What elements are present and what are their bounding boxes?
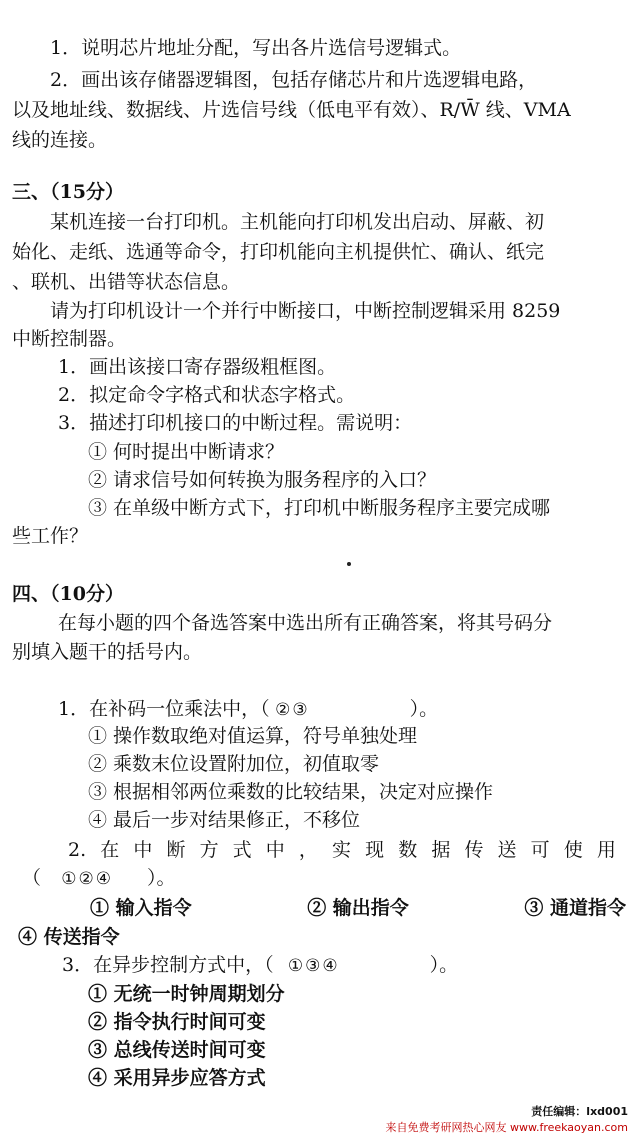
- section-4-q1-option1: ① 操作数取绝对值运算，符号单独处理: [88, 725, 418, 747]
- section-3-q3: 3．描述打印机接口的中断过程。需说明：: [58, 412, 413, 434]
- stem-char: 断: [166, 839, 186, 861]
- section-4-q2-options: [90, 896, 626, 920]
- section-4-q2-close: ）。: [147, 867, 176, 889]
- stem-char: 数: [398, 839, 418, 861]
- stem-char: 传: [464, 839, 484, 861]
- section-4-q3-option2: ② 指令执行时间可变: [88, 1011, 266, 1033]
- section-4-q3-option4: ④ 采用异步应答方式: [88, 1067, 266, 1089]
- footer-source: 来自免费考研网热心网友 www.freekaoyan.com: [385, 1121, 628, 1134]
- section-3-intro-line1: 某机连接一台打印机。主机能向打印机发出启动、屏蔽、初: [50, 211, 545, 233]
- section-4-q1-answer: ②③: [275, 700, 310, 720]
- stem-char: 实: [332, 839, 352, 861]
- section-4-q2-open: （: [22, 867, 42, 889]
- stem-char: 现: [365, 839, 385, 861]
- q-2-2-line2: 以及地址线、数据线、片选信号线（低电平有效）、R/W̄ 线、VMA: [12, 99, 571, 121]
- section-3-sub3-line2: 些工作？: [12, 525, 89, 547]
- section-3-q2: 2．拟定命令字格式和状态字格式。: [58, 384, 356, 406]
- section-3-task-line1: 请为打印机设计一个并行中断接口，中断控制逻辑采用 8259: [50, 300, 561, 322]
- section-4-q2-option2: ② 输出指令: [307, 897, 409, 919]
- q-2-2-line3: 线的连接。: [12, 129, 108, 151]
- stem-char: 据: [431, 839, 451, 861]
- section-4-intro-line2: 别填入题干的括号内。: [12, 641, 203, 663]
- stem-char: 中: [133, 839, 153, 861]
- section-3-sub1: ① 何时提出中断请求？: [88, 441, 285, 463]
- section-4-q1-stem: [58, 697, 438, 722]
- section-4-q2-blank: [22, 866, 176, 891]
- section-4-q2-stem: [68, 838, 616, 862]
- section-3-intro-line2: 始化、走纸、选通等命令，打印机能向主机提供忙、确认、纸完: [12, 241, 545, 263]
- section-4-q3-option3: ③ 总线传送时间可变: [88, 1039, 266, 1061]
- section-4-intro-line1: 在每小题的四个备选答案中选出所有正确答案，将其号码分: [58, 612, 553, 634]
- scan-speck: [347, 562, 351, 566]
- q-2-2-line1: 2．画出该存储器逻辑图，包括存储芯片和片选逻辑电路，: [50, 69, 538, 91]
- section-4-heading: 四、（10分）: [12, 583, 124, 605]
- section-3-q1: 1．画出该接口寄存器级粗框图。: [58, 356, 337, 378]
- stem-char: 方: [199, 839, 219, 861]
- section-4-q3-option1: ① 无统一时钟周期划分: [88, 983, 285, 1005]
- section-4-q3-stem: [62, 953, 458, 978]
- stem-char: 2.: [68, 839, 87, 861]
- stem-char: 送: [497, 839, 517, 861]
- section-3-intro-line3: 、联机、出错等状态信息。: [12, 271, 241, 293]
- section-4-q1-option3: ③ 根据相邻两位乘数的比较结果，决定对应操作: [88, 781, 494, 803]
- section-4-q3-suffix: ）。: [429, 954, 459, 976]
- stem-char: 用: [596, 839, 616, 861]
- footer-editor: 责任编辑：lxd001: [531, 1105, 628, 1118]
- section-4-q2-option4: ④ 传送指令: [18, 926, 120, 948]
- section-4-q3-answer: ①③④: [287, 956, 340, 976]
- stem-char: 式: [232, 839, 252, 861]
- section-4-q1-option4: ④ 最后一步对结果修正，不移位: [88, 809, 361, 831]
- q-2-1: 1．说明芯片地址分配，写出各片选信号逻辑式。: [50, 37, 462, 59]
- section-4-q2-option3: ③ 通道指令: [524, 897, 626, 919]
- stem-char: 中: [265, 839, 285, 861]
- stem-char: 可: [530, 839, 550, 861]
- section-4-q1-prefix: 1．在补码一位乘法中，（: [58, 698, 270, 720]
- section-4-q2-answer: ①②④: [61, 869, 114, 889]
- section-3-heading: 三、（15分）: [12, 181, 124, 203]
- section-4-q1-suffix: ）。: [409, 698, 439, 720]
- section-3-sub2: ② 请求信号如何转换为服务程序的入口？: [88, 469, 437, 491]
- stem-char: 使: [563, 839, 583, 861]
- stem-char: ，: [298, 839, 318, 861]
- section-4-q1-option2: ② 乘数末位设置附加位，初值取零: [88, 753, 380, 775]
- section-4-q3-prefix: 3．在异步控制方式中，（: [62, 954, 274, 976]
- section-3-task-line2: 中断控制器。: [12, 328, 127, 350]
- section-4-q2-option1: ① 输入指令: [90, 897, 192, 919]
- stem-char: 在: [100, 839, 120, 861]
- section-3-sub3-line1: ③ 在单级中断方式下，打印机中断服务程序主要完成哪: [88, 497, 551, 519]
